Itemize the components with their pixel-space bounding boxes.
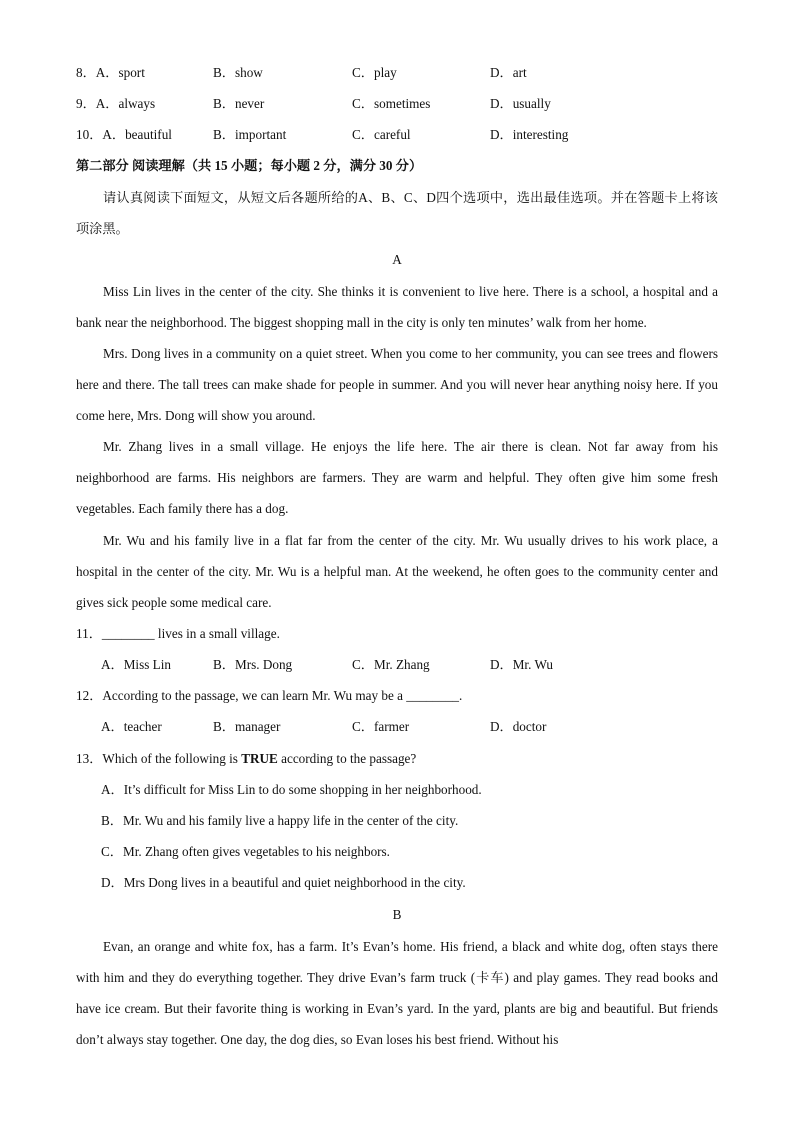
q9-option-d: D．usually (490, 96, 551, 111)
q8-option-b: B．show (213, 65, 263, 80)
section-heading: 第二部分 阅读理解（共 15 小题；每小题 2 分，满分 30 分） (76, 158, 423, 173)
question-13-stem (76, 750, 416, 768)
q9-option-b: B．never (213, 96, 265, 111)
q13-option-b: B．Mr. Wu and his family live a happy life in the center of the city. (101, 813, 459, 828)
q12-option-c: C．farmer (352, 719, 410, 734)
q8-option-d: D．art (490, 65, 527, 80)
q13-stem-post: according to the passage? (277, 751, 417, 766)
passage-a-paragraph-4: Mr. Wu and his family live in a flat far from the center of the city. Mr. Wu usually drives to his work place, a hospital in the center of the city. Mr. Wu is a helpful man. At the weekend, he often goes to the community center and gives sick people some medical care. (76, 533, 718, 610)
q9-option-a: 9．A．always (76, 96, 156, 111)
q13-option-a: A．It’s difficult for Miss Lin to do some shopping in her neighborhood. (101, 782, 482, 797)
q9-option-c: C．sometimes (352, 96, 431, 111)
q8-option-c: C．play (352, 65, 397, 80)
section-instruction: 请认真阅读下面短文，从短文后各题所给的A、B、C、D四个选项中，选出最佳选项。并在答题卡上将该项涂黑。 (76, 190, 718, 236)
passage-a-paragraph-2: Mrs. Dong lives in a community on a quiet street. When you come to her community, you can see trees and flowers here and there. The tall trees can make shade for people in summer. And you will never hear anything noisy here. If you come here, Mrs. Dong will show you around. (76, 346, 718, 423)
passage-a-label: A (392, 252, 402, 267)
q8-option-a: 8．A．sport (76, 65, 145, 80)
q13-stem-emphasis: TRUE (241, 751, 278, 766)
q10-option-a: 10．A．beautiful (76, 127, 172, 142)
q11-option-d: D．Mr. Wu (490, 657, 553, 672)
q11-option-b: B．Mrs. Dong (213, 657, 293, 672)
q10-option-d: D．interesting (490, 127, 569, 142)
q10-option-b: B．important (213, 127, 287, 142)
q12-option-a: A．teacher (101, 719, 162, 734)
q12-option-d: D．doctor (490, 719, 547, 734)
q12-option-b: B．manager (213, 719, 281, 734)
q11-option-a: A．Miss Lin (101, 657, 171, 672)
passage-a-paragraph-1: Miss Lin lives in the center of the city. She thinks it is convenient to live here. There is a school, a hospital and a bank near the neighborhood. The biggest shopping mall in the city is only ten minutes’ walk from her home. (76, 284, 718, 330)
passage-b-label: B (392, 907, 402, 922)
question-11-stem: 11．________ lives in a small village. (76, 626, 280, 641)
q13-option-c: C．Mr. Zhang often gives vegetables to his neighbors. (101, 844, 390, 859)
q11-option-c: C．Mr. Zhang (352, 657, 430, 672)
passage-a-paragraph-3: Mr. Zhang lives in a small village. He enjoys the life here. The air there is clean. Not far away from his neighborhood are farms. His neighbors are farmers. They are warm and helpful. They often give him some fresh vegetables. Each family there has a dog. (76, 439, 718, 516)
question-12-stem: 12．According to the passage, we can learn Mr. Wu may be a ________. (76, 688, 463, 703)
q10-option-c: C．careful (352, 127, 411, 142)
passage-b-paragraph-1: Evan, an orange and white fox, has a farm. It’s Evan’s home. His friend, a black and white dog, often stays there with him and they do everything together. They drive Evan’s farm truck (卡车) and play games. They read books and have ice cream. But their favorite thing is working in Evan’s yard. In the yard, plants are big and beautiful. But friends don’t always stay together. One day, the dog dies, so Evan loses his best friend. Without his (76, 939, 718, 1047)
q13-stem-pre: 13．Which of the following is (76, 751, 242, 766)
q13-option-d: D．Mrs Dong lives in a beautiful and quiet neighborhood in the city. (101, 875, 466, 890)
